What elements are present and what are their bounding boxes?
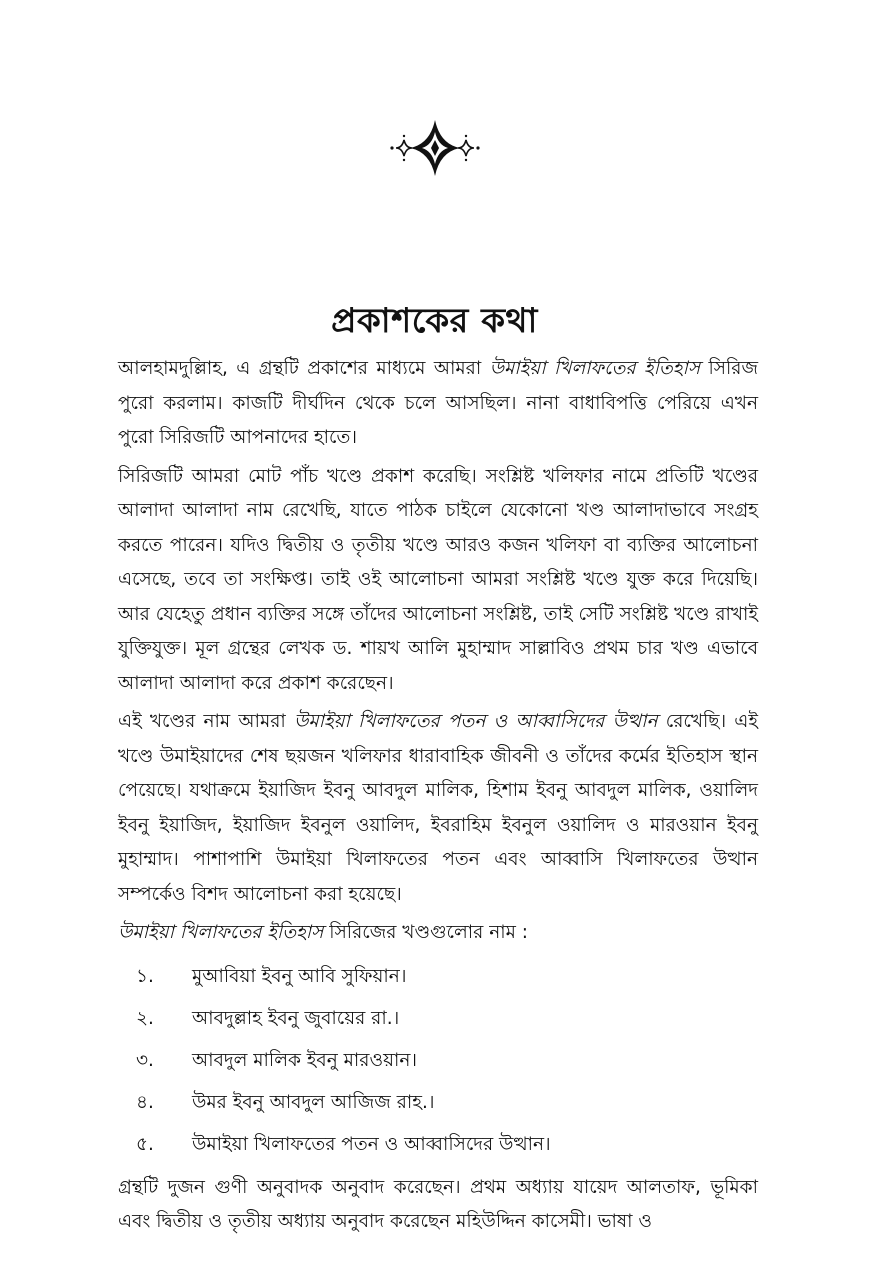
series-title-italic: উমাইয়া খিলাফতের ইতিহাস — [489, 358, 701, 379]
ornament — [0, 118, 869, 188]
p3-text-before: এই খণ্ডের নাম আমরা — [118, 711, 294, 732]
list-item-text: মুআবিয়া ইবনু আবি সুফিয়ান। — [192, 966, 407, 988]
list-item-text: আবদুল মালিক ইবনু মারওয়ান। — [192, 1050, 417, 1072]
volume-title-italic: উমাইয়া খিলাফতের পতন ও আব্বাসিদের উত্থান — [293, 711, 658, 732]
p1-text-before: আলহামদুল্লিাহ, এ গ্রন্থটি প্রকাশের মাধ্যমে আমরা — [118, 358, 490, 379]
list-item-number: ২. — [136, 1008, 154, 1030]
list-item — [118, 1125, 758, 1167]
p3-text-after: রেখেছি। এই খণ্ডে উমাইয়াদের শেষ ছয়জন খলিফার ধারাবাহিক জীবনী ও তাঁদের কর্মের ইতিহাস স্থান পেয়েছে। যথাক্রমে ইয়াজিদ ইবনু আবদুল মালিক, হিশাম ইবনু আবদুল মালিক, ওয়ালিদ ইবনু ইয়াজিদ, ইয়াজিদ ইবনুল ওয়ালিদ, ইবরাহিম ইবনুল ওয়ালিদ ও মারওয়ান ইবনু মুহাম্মাদ। পাশাপাশি উমাইয়া খিলাফতের পতন এবং আব্বাসি খিলাফতের উত্থান সম্পর্কেও বিশদ আলোচনা করা হয়েছে। — [118, 711, 758, 905]
list-item-text: আবদুল্লাহ ইবনু জুবায়ের রা.। — [192, 1008, 400, 1030]
list-item — [118, 957, 758, 999]
paragraph-3 — [118, 705, 758, 912]
volume-list — [118, 957, 758, 1167]
page-title: প্রকাশকের কথা — [331, 300, 538, 341]
list-intro-italic: উমাইয়া খিলাফতের ইতিহাস — [118, 922, 324, 943]
paragraph-2: সিরিজটি আমরা মোট পাঁচ খণ্ডে প্রকাশ করেছি। সংশ্লিষ্ট খলিফার নামে প্রতিটি খণ্ডের আলাদা আলাদা নাম রেখেছি, যাতে পাঠক চাইলে যেকোনো খণ্ড আলাদাভাবে সংগ্রহ করতে পারেন। যদিও দ্বিতীয় ও তৃতীয় খণ্ডে আরও কজন খলিফা বা ব্যক্তির আলোচনা এসেছে, তবে তা সংক্ষিপ্ত। তাই ওই আলোচনা আমরা সংশ্লিষ্ট খণ্ডে যুক্ত করে দিয়েছি। আর যেহেতু প্রধান ব্যক্তির সঙ্গে তাঁদের আলোচনা সংশ্লিষ্ট, তাই সেটি সংশ্লিষ্ট খণ্ডে রাখাই যুক্তিযুক্ত। মূল গ্রন্থের লেখক ড. শায়খ আলি মুহাম্মাদ সাল্লাবিও প্রথম চার খণ্ড এভাবে আলাদা আলাদা করে প্রকাশ করেছেন। — [118, 465, 758, 694]
list-item — [118, 999, 758, 1041]
paragraph-4: গ্রন্থটি দুজন গুণী অনুবাদক অনুবাদ করেছেন। প্রথম অধ্যায় যায়েদ আলতাফ, ভূমিকা এবং দ্বিতীয় ও তৃতীয় অধ্যায় অনুবাদ করেছেন মহিউদ্দিন কাসেমী। ভাষা ও — [118, 1176, 758, 1232]
body-text — [118, 352, 758, 1244]
list-item-text: উমাইয়া খিলাফতের পতন ও আব্বাসিদের উত্থান। — [192, 1134, 551, 1156]
list-item — [118, 1041, 758, 1083]
diamond-star-ornament-icon — [380, 118, 490, 178]
list-intro — [118, 916, 758, 951]
paragraph-1 — [118, 352, 758, 456]
list-item-number: ১. — [136, 966, 154, 988]
list-item-number: ৫. — [136, 1134, 154, 1156]
p1-text-after: সিরিজ পুরো করলাম। কাজটি দীর্ঘদিন থেকে চলে আসছিল। নানা বাধাবিপত্তি পেরিয়ে এখন পুরো সিরিজটি আপনাদের হাতে। — [118, 358, 758, 448]
list-intro-text: সিরিজের খণ্ডগুলোর নাম : — [323, 922, 528, 943]
list-item-number: ৪. — [136, 1092, 154, 1114]
list-item — [118, 1083, 758, 1125]
list-item-number: ৩. — [136, 1050, 154, 1072]
list-item-text: উমর ইবনু আবদুল আজিজ রাহ.। — [192, 1092, 435, 1114]
